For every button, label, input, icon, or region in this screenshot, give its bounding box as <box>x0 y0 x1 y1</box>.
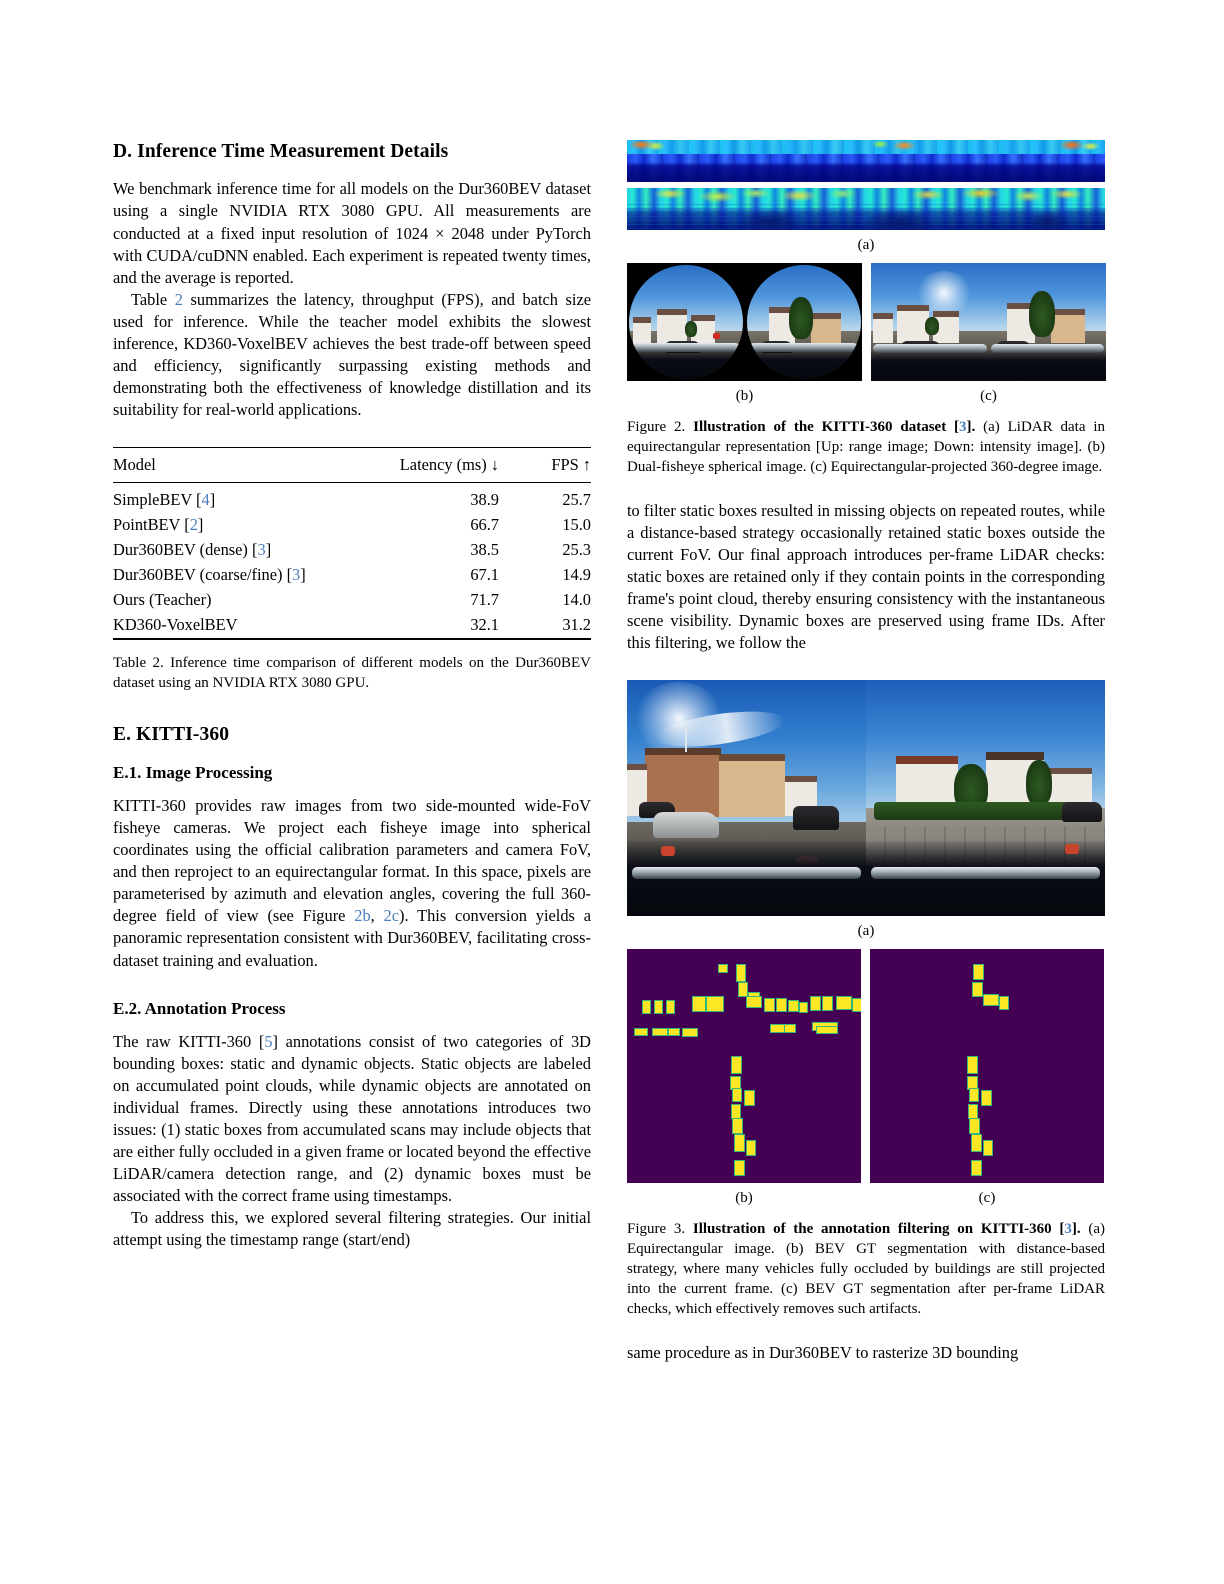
figure-2-sublabel-a: (a) <box>857 237 875 253</box>
cell-model: Ours (Teacher) <box>113 590 212 610</box>
bev-box <box>1000 997 1008 1009</box>
fig3-caption-bold: Illustration of the annotation filtering on KITTI-360 [ <box>692 1221 1065 1238</box>
section-e1-paragraph <box>113 795 591 972</box>
bev-box <box>739 983 747 996</box>
bev-box <box>973 983 982 996</box>
bev-box <box>667 1001 674 1013</box>
section-e1-heading: E.1. Image Processing <box>113 762 273 782</box>
bev-box <box>968 1077 977 1089</box>
rig-bar <box>873 344 986 353</box>
fisheye-right-disc <box>747 265 861 379</box>
cell-latency: 38.5 <box>470 540 499 560</box>
kitti-citation[interactable]: [5] <box>258 1031 278 1051</box>
house <box>633 317 651 345</box>
left-column <box>113 140 591 1251</box>
rig-bar <box>991 344 1104 353</box>
figure-2-sublabel-c: (c) <box>980 388 997 404</box>
bev-box <box>984 1141 992 1155</box>
tree <box>1026 760 1052 806</box>
rig-indicator <box>661 846 675 856</box>
fig2-caption-citation[interactable]: 3 <box>959 419 967 435</box>
street-scene <box>747 265 861 379</box>
figure-2b-container <box>627 263 862 404</box>
figure-3-caption <box>627 1220 1105 1320</box>
bev-box <box>745 1091 754 1105</box>
inference-time-table <box>113 447 591 640</box>
section-e2-heading: E.2. Annotation Process <box>113 998 286 1018</box>
cell-latency: 66.7 <box>470 515 499 535</box>
figure-2-caption <box>627 418 1105 478</box>
cell-model: KD360-VoxelBEV <box>113 615 238 635</box>
e2-text-a: The raw KITTI-360 <box>113 1031 259 1051</box>
bev-box <box>970 1089 978 1101</box>
row-citation[interactable]: [3] <box>286 565 306 585</box>
bev-box <box>735 1161 744 1175</box>
column-header-latency: Latency (ms) ↓ <box>399 455 499 475</box>
bev-box <box>771 1025 785 1032</box>
bev-box <box>765 999 774 1011</box>
bev-box <box>968 1057 977 1073</box>
bev-box <box>669 1029 679 1035</box>
street-scene <box>629 265 743 379</box>
fisheye-left-disc <box>629 265 743 379</box>
inference-time-table-wrapper <box>113 447 591 693</box>
bev-box <box>735 1135 744 1151</box>
lidar-intensity-image <box>627 188 1105 230</box>
bev-box <box>733 1089 741 1101</box>
lidar-range-image <box>627 140 1105 182</box>
figure-3-sublabel-b: (b) <box>735 1190 753 1207</box>
para2-text-after-ref: summarizes the latency, throughput (FPS), and batch size used for inference. While the teacher model exhibits the slowest inference, KD360-VoxelBEV achieves the best trade-off between speed and efficiency, significantly surpassing existing methods and demonstrating both the effectiveness of knowledge distillation and its suitability for real-world applications. <box>113 289 592 419</box>
vehicle-rig <box>629 349 743 379</box>
bev-box <box>969 1105 977 1118</box>
section-d-heading: D. Inference Time Measurement Details <box>113 141 449 162</box>
bev-box <box>707 997 723 1011</box>
bev-box <box>747 997 761 1007</box>
bev-box <box>653 1029 667 1035</box>
table-citation-link[interactable]: 2 <box>174 289 183 309</box>
table-caption: Table 2. Inference time comparison of different models on the Dur360BEV dataset using an NVIDIA RTX 3080 GPU. <box>113 654 591 691</box>
bev-segmentation-distance-based <box>627 949 861 1183</box>
table-row <box>113 483 591 513</box>
bev-box <box>731 1077 740 1089</box>
fisheye-left <box>627 263 744 381</box>
column-header-fps: FPS ↑ <box>551 455 591 475</box>
bev-box <box>984 995 998 1005</box>
table-row <box>113 588 591 613</box>
e1-text-a: KITTI-360 provides raw images from two side-mounted wide-FoV fisheye cameras. We project each fisheye image into spherical coordinates using the official calibration parameters and camera FoV, and then reproject to an equirectangular format. In this space, pixels are parameterised by azimuth and elevation angles, covering the full 360-degree field of view (see Figure <box>113 796 591 926</box>
rig-bar <box>871 867 1100 879</box>
table-row <box>113 513 591 538</box>
cell-fps: 14.0 <box>562 590 591 610</box>
e2-text-b: annotations consist of two categories of 3D bounding boxes: static and dynamic objects. Static objects are labeled on accumulated point clouds, while dynamic objects are annotated on individual frames. Directly using these annotations introduces two issues: (1) static boxes from accumulated scans may include objects that are either fully occluded in a given frame or located beyond the effective LiDAR/camera detection range, and (2) dynamic boxes must be associated with the correct frame using timestamps. <box>113 1031 592 1206</box>
section-e2-paragraph-1 <box>113 1031 591 1208</box>
cell-fps: 25.7 <box>562 490 591 510</box>
bev-box <box>719 965 727 972</box>
cell-latency: 67.1 <box>470 565 499 585</box>
cell-fps: 15.0 <box>562 515 591 535</box>
bev-box <box>800 1003 807 1012</box>
figure-3b-container <box>627 949 861 1206</box>
cell-fps: 25.3 <box>562 540 591 560</box>
fig3-caption-bold-end: ]. <box>1071 1221 1081 1238</box>
house <box>811 313 841 345</box>
model-name: Dur360BEV (coarse/fine) <box>113 565 283 585</box>
bev-box <box>972 1161 981 1175</box>
hedge-row <box>874 802 1084 820</box>
table-row <box>113 538 591 563</box>
figure-3 <box>627 680 1105 1320</box>
fig3-caption-citation[interactable]: 3 <box>1064 1221 1072 1238</box>
rig-indicator <box>1065 844 1079 854</box>
cell-model <box>113 483 349 513</box>
right-column <box>627 140 1105 1364</box>
fig2-caption-bold-end: ]. <box>966 419 976 435</box>
rig-bar <box>631 343 740 352</box>
section-e-heading: E. KITTI-360 <box>113 724 230 746</box>
cell-fps: 31.2 <box>562 615 591 635</box>
antenna-mast <box>685 724 687 752</box>
bev-box <box>733 1119 742 1133</box>
tree <box>685 321 697 337</box>
figure-2-sublabel-b: (b) <box>735 388 754 404</box>
table-row <box>113 563 591 588</box>
cell-fps: 14.9 <box>562 565 591 585</box>
tree <box>1029 291 1055 337</box>
bev-box <box>635 1029 647 1035</box>
pano-half-right <box>989 263 1107 381</box>
bev-box <box>982 1091 991 1105</box>
bev-box <box>972 1135 981 1151</box>
fig3-caption-rest: (a) Equirectangular image. (b) BEV GT segmentation with distance-based strategy, where many vehicles fully occluded by buildings are still projected into the current frame. (c) BEV GT segmentation after per-frame LiDAR checks, which effectively removes such artifacts. <box>627 1221 1106 1317</box>
fig2-caption-lead: Figure 2. <box>627 419 686 435</box>
e1-text-b: ). This conversion yields a panoramic representation consistent with Dur360BEV, facilitating cross-dataset training and evaluation. <box>113 906 591 970</box>
house <box>657 309 687 345</box>
street-scene-right <box>866 680 1105 916</box>
dark-van <box>793 806 839 830</box>
fig2-caption-bold: Illustration of the KITTI-360 dataset [ <box>693 419 960 435</box>
street-scene-left <box>627 680 866 916</box>
rig-bar <box>632 867 861 879</box>
fisheye-right <box>745 263 862 381</box>
house <box>873 313 893 343</box>
bev-box <box>785 1025 795 1032</box>
figure-2c-link[interactable]: 2c <box>383 906 400 926</box>
model-name: PointBEV <box>113 515 181 535</box>
fig3-caption-lead: Figure 3. <box>627 1221 686 1238</box>
bev-box <box>747 1141 755 1155</box>
silver-car <box>653 812 719 838</box>
table-head <box>113 448 591 483</box>
right-column-paragraph-2: same procedure as in Dur360BEV to rasterize 3D bounding <box>627 1342 1019 1362</box>
tree <box>925 317 939 335</box>
right-column-paragraph-1: to filter static boxes resulted in missing objects on repeated routes, while a distance-based strategy occasionally retained static boxes outside the current FoV. Our final approach introduces per-frame LiDAR checks: static boxes are retained only if they contain points in the corresponding frame's point cloud, thereby ensuring consistency with the instantaneous scene visibility. Dynamic boxes are preserved using frame IDs. After this filtering, we follow the <box>627 500 1105 653</box>
bev-box <box>737 965 745 981</box>
bev-box <box>643 1001 650 1013</box>
dual-fisheye-image <box>627 263 862 381</box>
fig2-caption-rest: (a) LiDAR data in equirectangular representation [Up: range image; Down: intensity image]. (b) Dual-fisheye spherical image. (c) Equirectangular-projected 360-degree image. <box>627 419 1105 475</box>
cell-latency: 38.9 <box>470 490 499 510</box>
figure-2-image-row <box>627 263 1105 404</box>
model-name: SimpleBEV <box>113 490 192 510</box>
column-header-model: Model <box>113 455 156 475</box>
model-name: Dur360BEV (dense) <box>113 540 248 560</box>
vehicle-rig <box>871 350 989 381</box>
table-header-row <box>113 448 591 483</box>
row-citation[interactable]: [2] <box>184 515 204 535</box>
figure-3-sublabel-c: (c) <box>978 1190 996 1207</box>
equirectangular-image <box>871 263 1106 381</box>
figure-2b-link[interactable]: 2b <box>354 906 371 926</box>
rig-bar <box>749 343 858 352</box>
row-citation[interactable]: [3] <box>252 540 272 560</box>
bev-box <box>823 997 832 1010</box>
e1-separator: , <box>370 906 384 926</box>
panorama-half-right <box>866 680 1105 916</box>
section-d-paragraph-1: We benchmark inference time for all models on the Dur360BEV dataset using a single NVIDIA RTX 3080 GPU. All measurements are conducted at a fixed input resolution of 1024 × 2048 under PyTorch with CUDA/cuDNN enabled. Each experiment is repeated twenty times, and the average is reported. <box>113 179 591 287</box>
bev-box <box>777 999 786 1011</box>
figure-3-sublabel-a: (a) <box>857 923 875 940</box>
bev-box <box>789 1001 798 1011</box>
section-e2-paragraph-2: To address this, we explored several filtering strategies. Our initial attempt using the timestamp range (start/end) <box>113 1208 591 1250</box>
street-scene <box>989 263 1107 381</box>
bev-box <box>683 1029 697 1036</box>
vehicle-rig <box>747 349 861 379</box>
bev-box <box>732 1105 740 1118</box>
bev-box <box>853 999 861 1011</box>
bev-box <box>817 1027 837 1033</box>
section-d-paragraph-2 <box>113 289 591 421</box>
para2-text-before-ref: Table <box>131 289 175 309</box>
street-scene <box>871 263 989 381</box>
red-car <box>713 333 720 339</box>
equirectangular-panorama <box>627 680 1105 916</box>
bev-box <box>970 1119 979 1133</box>
cell-latency: 71.7 <box>470 590 499 610</box>
table-body <box>113 483 591 639</box>
bev-box <box>655 1001 662 1013</box>
tan-building <box>719 754 785 817</box>
bev-box <box>693 997 705 1011</box>
figure-2 <box>627 140 1105 478</box>
house <box>1051 309 1085 343</box>
table-row-highlight <box>113 613 591 639</box>
bev-box <box>732 1057 741 1073</box>
figure-3c-container <box>870 949 1104 1206</box>
bev-box <box>974 965 983 979</box>
cell-model <box>113 563 349 588</box>
pano-half-left <box>871 263 989 381</box>
vehicle-rig <box>989 350 1107 381</box>
cell-model <box>113 538 349 563</box>
cell-model <box>113 513 349 538</box>
bev-box <box>837 997 851 1009</box>
cell-latency: 32.1 <box>470 615 499 635</box>
figure-2c-container <box>871 263 1106 404</box>
bev-box <box>811 997 820 1010</box>
tree <box>789 297 813 339</box>
bev-segmentation-lidar-checked <box>870 949 1104 1183</box>
row-citation[interactable]: [4] <box>196 490 216 510</box>
parked-car <box>1062 802 1102 822</box>
panorama-half-left <box>627 680 866 916</box>
figure-3-bev-row <box>627 949 1105 1206</box>
